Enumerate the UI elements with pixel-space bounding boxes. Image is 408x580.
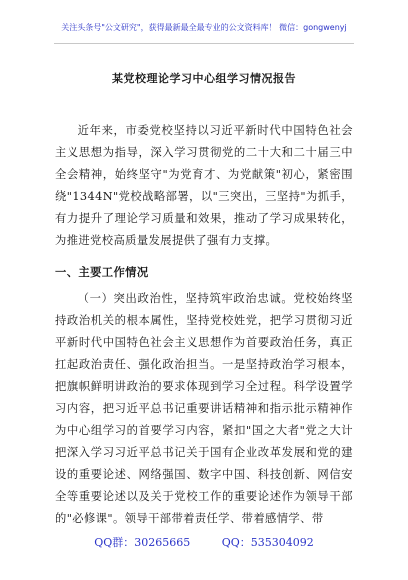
header-divider [54, 43, 354, 44]
header-notice: 关注头条号"公文研究"，获得最新最全最专业的公文资料库！ 微信：gongwenyj [61, 23, 347, 32]
section-heading: 一、主要工作情况 [55, 266, 149, 279]
intro-paragraph: 近年来，市委党校坚持以习近平新时代中国特色社会主义思想为指导，深入学习贯彻党的二十大和二十届三中全会精神，始终坚守"为党育才、为党献策"初心，紧密围绕"1344N"党校战略部署，以"三突出，三坚持"为抓手，有力提升了理论学习质量和效果，推动了学习成果转化，为推进党校高质量发展提供了强有力支撑。 [55, 124, 353, 247]
footer-contact [0, 534, 408, 550]
qq-number-text: QQ：535304092 [221, 536, 314, 549]
document-body [55, 120, 353, 530]
section-paragraph: （一）突出政治性，坚持筑牢政治忠诚。党校始终坚持政治机关的根本属性，坚持党校姓党，把学习贯彻习近平新时代中国特色社会主义思想作为首要政治任务，真正扛起政治责任、强化政治担当。一是坚持政治学习根本，把旗帜鲜明讲政治的要求体现到学习全过程。科学设置学习内容，把习近平总书记重要讲话精神和指示批示精神作为中心组学习的首要学习内容，紧扣"国之大者"党之大计把深入学习习近平总书记关于国有企业改革发展和党的建设的重要论述、网络强国、数字中国、科技创新、网信安全等重要论述以及关于党校工作的重要论述作为领导干部的"必修课"。领导干部带着责任学、带着感情学、带 [55, 292, 353, 525]
document-title: 某党校理论学习中心组学习情况报告 [112, 72, 296, 85]
qq-group-text: QQ群：30265665 [94, 536, 191, 549]
